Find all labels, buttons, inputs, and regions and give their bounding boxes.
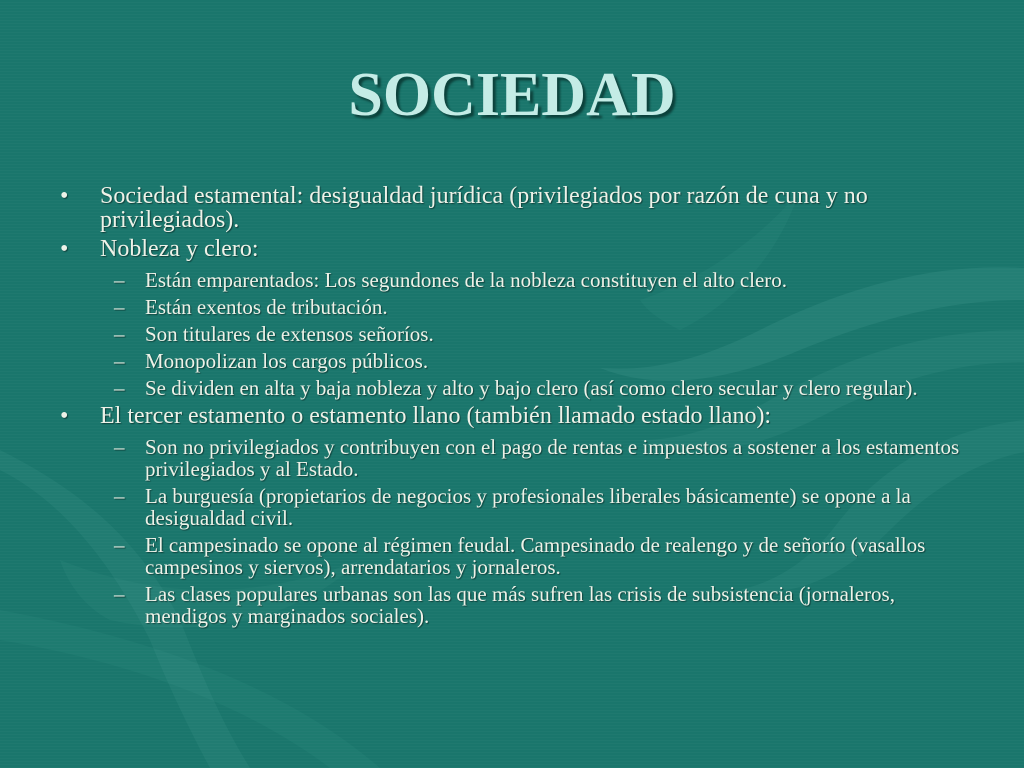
bullet-item-sociedad-estamental bbox=[0, 184, 1024, 232]
sub-marker: – bbox=[114, 322, 125, 346]
bullet-row bbox=[0, 184, 975, 232]
sub-text: Son titulares de extensos señoríos. bbox=[145, 322, 434, 346]
bullet-row bbox=[0, 237, 975, 261]
slide-body bbox=[0, 184, 1024, 627]
bullet-text: Nobleza y clero: bbox=[100, 236, 259, 262]
sub-text: Monopolizan los cargos públicos. bbox=[145, 349, 429, 373]
sub-text: Están emparentados: Los segundones de la nobleza constituyen el alto clero. bbox=[145, 268, 788, 292]
sub-marker: – bbox=[114, 349, 125, 373]
sub-item bbox=[0, 377, 975, 399]
bullet-row bbox=[0, 404, 975, 428]
sub-list bbox=[0, 269, 1024, 399]
sub-item bbox=[0, 485, 975, 529]
sub-item bbox=[0, 323, 975, 345]
swirl-shape bbox=[0, 610, 380, 768]
sub-item bbox=[0, 583, 975, 627]
sub-item bbox=[0, 436, 975, 480]
bullet-item-tercer-estamento bbox=[0, 404, 1024, 627]
bullet-text: Sociedad estamental: desigualdad jurídica (privilegiados por razón de cuna y no privilegiados). bbox=[100, 183, 868, 233]
sub-list bbox=[0, 436, 1024, 627]
sub-item bbox=[0, 296, 975, 318]
sub-text: Se dividen en alta y baja nobleza y alto y bajo clero (así como clero secular y clero regular). bbox=[145, 376, 918, 400]
sub-marker: – bbox=[114, 435, 125, 459]
sub-item bbox=[0, 269, 975, 291]
sub-item bbox=[0, 350, 975, 372]
bullet-marker: • bbox=[60, 403, 69, 429]
sub-marker: – bbox=[114, 582, 125, 606]
sub-marker: – bbox=[114, 268, 125, 292]
sub-item bbox=[0, 534, 975, 578]
bullet-text: El tercer estamento o estamento llano (también llamado estado llano): bbox=[100, 403, 772, 429]
sub-marker: – bbox=[114, 295, 125, 319]
sub-text: Las clases populares urbanas son las que más sufren las crisis de subsistencia (jornaleros, mendigos y marginados sociales). bbox=[145, 582, 895, 628]
slide-title: SOCIEDAD bbox=[348, 61, 676, 129]
sub-text: Son no privilegiados y contribuyen con el pago de rentas e impuestos a sostener a los estamentos privilegiados y al Estado. bbox=[145, 435, 960, 481]
bullet-marker: • bbox=[60, 183, 69, 209]
bullet-marker: • bbox=[60, 236, 69, 262]
sub-marker: – bbox=[114, 376, 125, 400]
sub-text: El campesinado se opone al régimen feudal. Campesinado de realengo y de señorío (vasallos campesinos y siervos), arrendatarios y jornaleros. bbox=[145, 533, 926, 579]
bullet-item-nobleza-clero bbox=[0, 237, 1024, 399]
sub-text: La burguesía (propietarios de negocios y profesionales liberales básicamente) se opone a la desigualdad civil. bbox=[145, 484, 911, 530]
sub-marker: – bbox=[114, 484, 125, 508]
sub-text: Están exentos de tributación. bbox=[145, 295, 388, 319]
sub-marker: – bbox=[114, 533, 125, 557]
